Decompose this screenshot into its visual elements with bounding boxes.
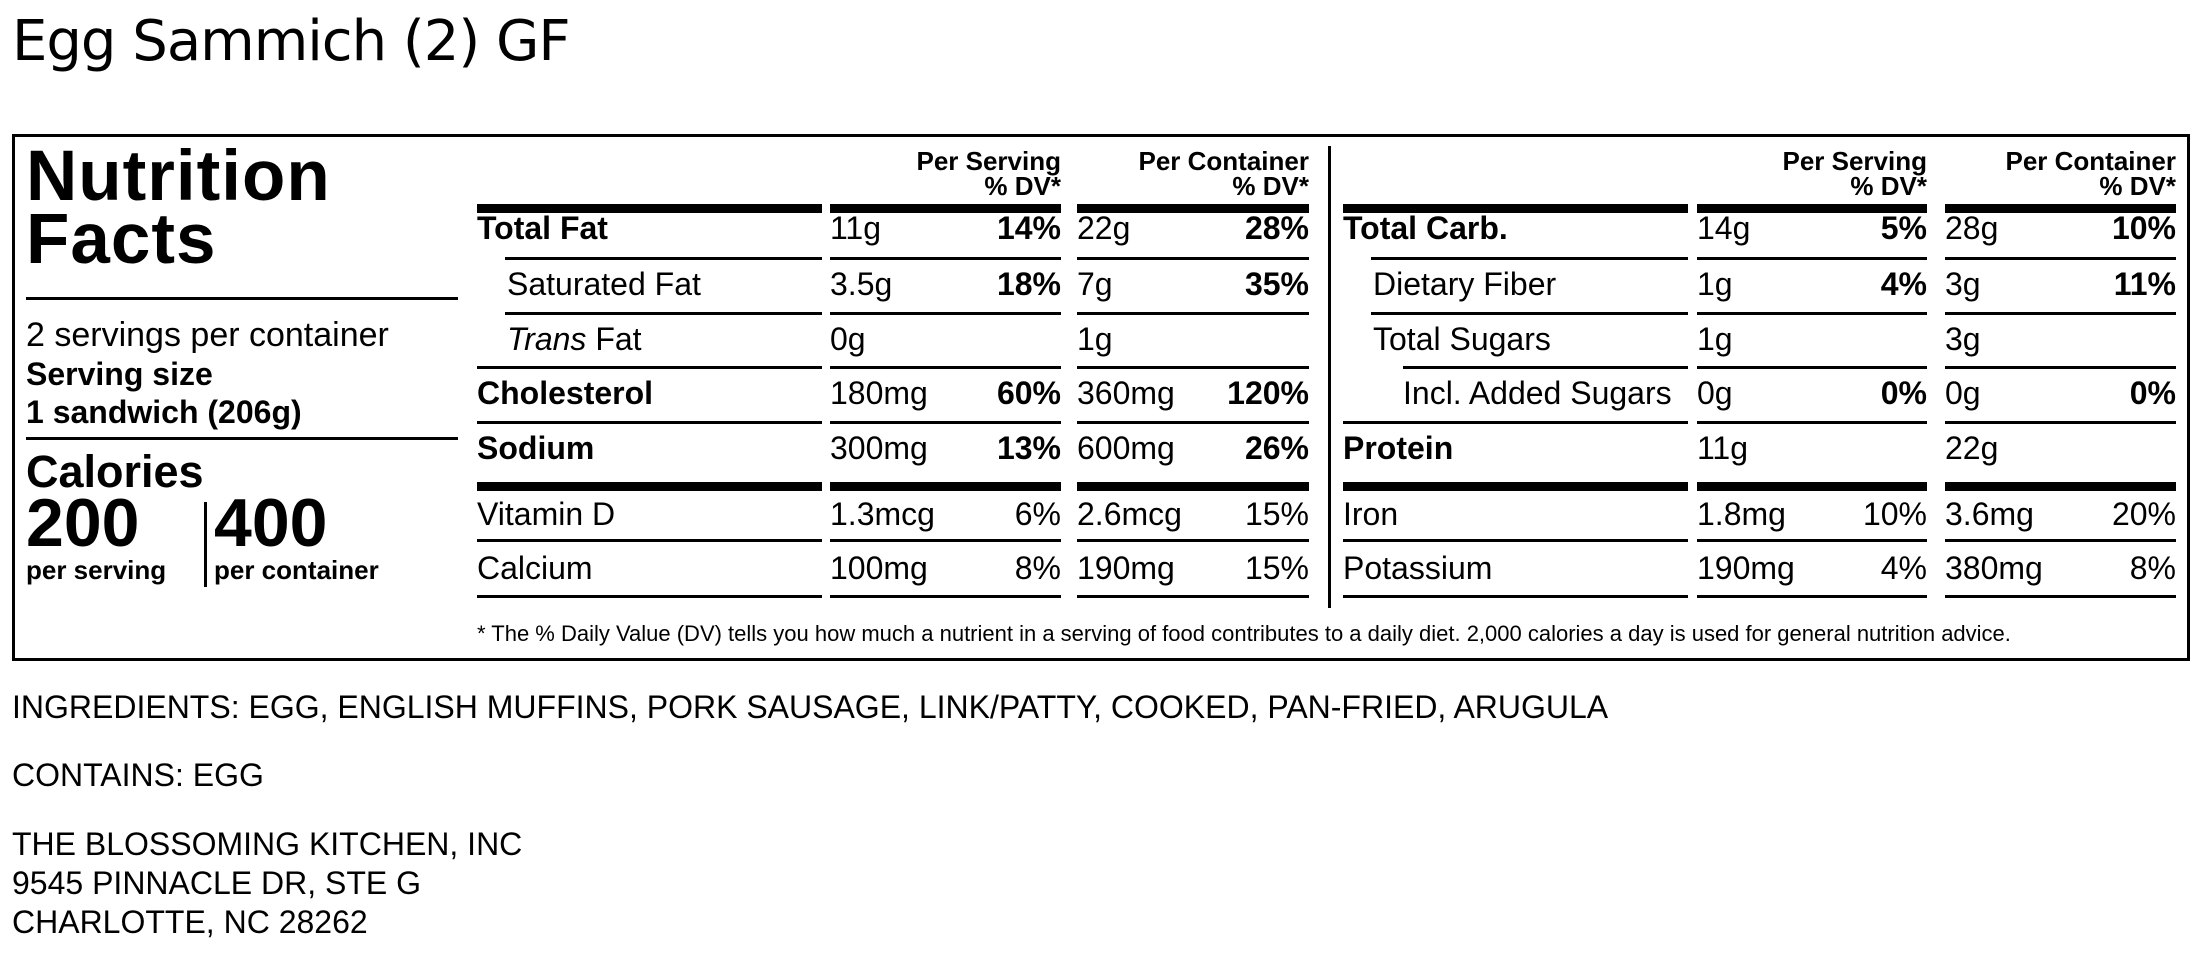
nutrient-name: Sodium — [477, 430, 595, 466]
column-divider — [1328, 146, 1331, 608]
amount-per-container: 22g — [1077, 210, 1131, 246]
thin-rule — [477, 539, 822, 542]
dv-per-serving: 18% — [996, 266, 1061, 302]
vitamin-name: Iron — [1343, 496, 1399, 532]
header-dv-label: % DV* — [984, 171, 1061, 201]
thin-rule — [1371, 257, 1688, 260]
header-dv-label: % DV* — [1232, 171, 1309, 201]
thin-rule — [830, 421, 1061, 424]
thin-rule — [477, 366, 822, 369]
serving-size-label: Serving size — [26, 356, 213, 392]
allergen-statement: CONTAINS: EGG — [12, 757, 264, 793]
amount-per-container: 7g — [1077, 266, 1113, 302]
dv-per-serving: 4% — [1880, 266, 1927, 302]
dv-per-container: 20% — [2111, 496, 2176, 532]
dv-per-container: 28% — [1244, 210, 1309, 246]
amount-per-serving: 190mg — [1697, 550, 1795, 586]
header-per-serving-label: Per Serving — [916, 146, 1061, 176]
thin-rule — [1945, 257, 2176, 260]
dv-per-container: 8% — [2129, 550, 2176, 586]
thin-rule — [1077, 257, 1309, 260]
dv-per-serving: 8% — [1014, 550, 1061, 586]
header-dv-label: % DV* — [2099, 171, 2176, 201]
amount-per-container: 2.6mcg — [1077, 496, 1182, 532]
amount-per-serving: 1.3mcg — [830, 496, 935, 532]
dv-per-container: 15% — [1244, 496, 1309, 532]
vitamin-name: Potassium — [1343, 550, 1493, 586]
thin-rule — [1945, 312, 2176, 315]
dv-per-serving: 13% — [996, 430, 1061, 466]
thin-rule — [1697, 539, 1927, 542]
nutrient-name: Saturated Fat — [507, 266, 701, 302]
divider — [26, 297, 458, 300]
amount-per-container: 0g — [1945, 375, 1981, 411]
thin-rule — [1077, 366, 1309, 369]
amount-per-serving: 0g — [1697, 375, 1733, 411]
nutrient-name: Total Sugars — [1373, 321, 1551, 357]
amount-per-container: 360mg — [1077, 375, 1175, 411]
header-per-container-label: Per Container — [2005, 146, 2176, 176]
amount-per-serving: 3.5g — [830, 266, 893, 302]
heading-line-2: Facts — [26, 200, 217, 279]
amount-per-container: 3g — [1945, 266, 1981, 302]
per-container-label: per container — [214, 555, 379, 585]
thick-rule — [1697, 482, 1927, 491]
header-per-serving — [830, 146, 1061, 201]
thin-rule — [505, 312, 822, 315]
nutrient-name-text: Fat — [586, 321, 642, 357]
thin-rule — [477, 421, 822, 424]
thin-rule — [1697, 366, 1927, 369]
amount-per-container: 600mg — [1077, 430, 1175, 466]
dv-per-serving: 0% — [1880, 375, 1927, 411]
amount-per-serving: 14g — [1697, 210, 1751, 246]
thick-rule — [830, 482, 1061, 491]
thin-rule — [830, 539, 1061, 542]
thin-rule — [1697, 257, 1927, 260]
header-per-container — [1945, 146, 2176, 201]
nutrient-name-italic: Trans — [507, 321, 587, 357]
thick-rule — [477, 482, 822, 491]
daily-value-footnote: * The % Daily Value (DV) tells you how much a nutrient in a serving of food contributes to a daily diet. 2,000 calories a day is used for general nutrition advice. — [477, 621, 2011, 646]
nutrient-name: Total Fat — [477, 210, 608, 246]
company-street: 9545 PINNACLE DR, STE G — [12, 865, 422, 901]
thin-rule — [1403, 366, 1688, 369]
thin-rule — [505, 257, 822, 260]
nutrient-name — [507, 319, 642, 359]
amount-per-serving: 1g — [1697, 266, 1733, 302]
nutrient-name: Incl. Added Sugars — [1403, 375, 1672, 411]
amount-per-serving: 300mg — [830, 430, 928, 466]
header-per-serving-label: Per Serving — [1782, 146, 1927, 176]
thin-rule — [1697, 312, 1927, 315]
thin-rule — [1343, 539, 1688, 542]
thin-rule — [1077, 421, 1309, 424]
nutrient-name: Cholesterol — [477, 375, 654, 411]
amount-per-serving: 180mg — [830, 375, 928, 411]
nutrition-facts-heading — [26, 137, 331, 279]
vitamin-name: Vitamin D — [477, 496, 616, 532]
thin-rule — [1343, 421, 1688, 424]
dv-per-container: 120% — [1227, 375, 1309, 411]
dv-per-container: 35% — [1244, 266, 1309, 302]
serving-size-value: 1 sandwich (206g) — [26, 394, 302, 430]
dv-per-container: 11% — [2113, 266, 2176, 302]
amount-per-container: 380mg — [1945, 550, 2043, 586]
amount-per-serving: 11g — [1697, 430, 1749, 466]
thin-rule — [1371, 312, 1688, 315]
dv-per-container: 0% — [2129, 375, 2176, 411]
calories-per-serving: 200 — [26, 485, 140, 561]
thick-rule — [1077, 482, 1309, 491]
dv-per-container: 10% — [2111, 210, 2176, 246]
amount-per-serving: 1.8mg — [1697, 496, 1786, 532]
thin-rule — [830, 595, 1061, 598]
amount-per-container: 28g — [1945, 210, 1999, 246]
amount-per-serving: 1g — [1697, 321, 1733, 357]
amount-per-serving: 0g — [830, 321, 866, 357]
ingredients: INGREDIENTS: EGG, ENGLISH MUFFINS, PORK SAUSAGE, LINK/PATTY, COOKED, PAN-FRIED, ARUGULA — [12, 689, 1609, 725]
thin-rule — [1697, 421, 1927, 424]
dv-per-serving: 60% — [996, 375, 1061, 411]
thin-rule — [1945, 539, 2176, 542]
dv-per-container: 15% — [1244, 550, 1309, 586]
dv-per-serving: 14% — [996, 210, 1061, 246]
header-per-container-label: Per Container — [1138, 146, 1309, 176]
amount-per-container: 22g — [1945, 430, 1999, 466]
thin-rule — [1077, 312, 1309, 315]
company-name: THE BLOSSOMING KITCHEN, INC — [12, 826, 523, 862]
calories-label: Calories — [26, 446, 204, 497]
per-serving-label: per serving — [26, 555, 167, 585]
amount-per-container: 190mg — [1077, 550, 1175, 586]
thin-rule — [1343, 595, 1688, 598]
thin-rule — [830, 366, 1061, 369]
dv-per-container: 26% — [1244, 430, 1309, 466]
header-per-serving — [1697, 146, 1927, 201]
amount-per-container: 1g — [1077, 321, 1113, 357]
thin-rule — [830, 312, 1061, 315]
dv-per-serving: 6% — [1014, 496, 1061, 532]
thin-rule — [477, 595, 822, 598]
thin-rule — [1077, 595, 1309, 598]
nutrition-facts-label — [12, 134, 2190, 661]
thin-rule — [830, 257, 1061, 260]
nutrient-name: Total Carb. — [1343, 210, 1508, 246]
header-per-container — [1077, 146, 1309, 201]
heading-line-1: Nutrition — [26, 137, 331, 216]
dv-per-serving: 4% — [1880, 550, 1927, 586]
header-dv-label: % DV* — [1850, 171, 1927, 201]
amount-per-serving: 11g — [830, 210, 882, 246]
thick-rule — [1945, 482, 2176, 491]
calories-divider — [204, 502, 207, 587]
amount-per-serving: 100mg — [830, 550, 928, 586]
dv-per-serving: 10% — [1862, 496, 1927, 532]
thin-rule — [1945, 366, 2176, 369]
company-city: CHARLOTTE, NC 28262 — [12, 904, 368, 940]
servings-per-container: 2 servings per container — [26, 316, 389, 354]
thin-rule — [1077, 539, 1309, 542]
amount-per-container: 3g — [1945, 321, 1981, 357]
dv-per-serving: 5% — [1880, 210, 1927, 246]
divider — [26, 437, 458, 440]
thin-rule — [1945, 595, 2176, 598]
page-title: Egg Sammich (2) GF — [12, 9, 570, 74]
thick-rule — [1343, 482, 1688, 491]
thin-rule — [1945, 421, 2176, 424]
amount-per-container: 3.6mg — [1945, 496, 2034, 532]
calories-per-container: 400 — [214, 485, 328, 561]
thin-rule — [1697, 595, 1927, 598]
vitamin-name: Calcium — [477, 550, 593, 586]
nutrient-name: Dietary Fiber — [1373, 266, 1557, 302]
nutrient-name: Protein — [1343, 430, 1454, 466]
